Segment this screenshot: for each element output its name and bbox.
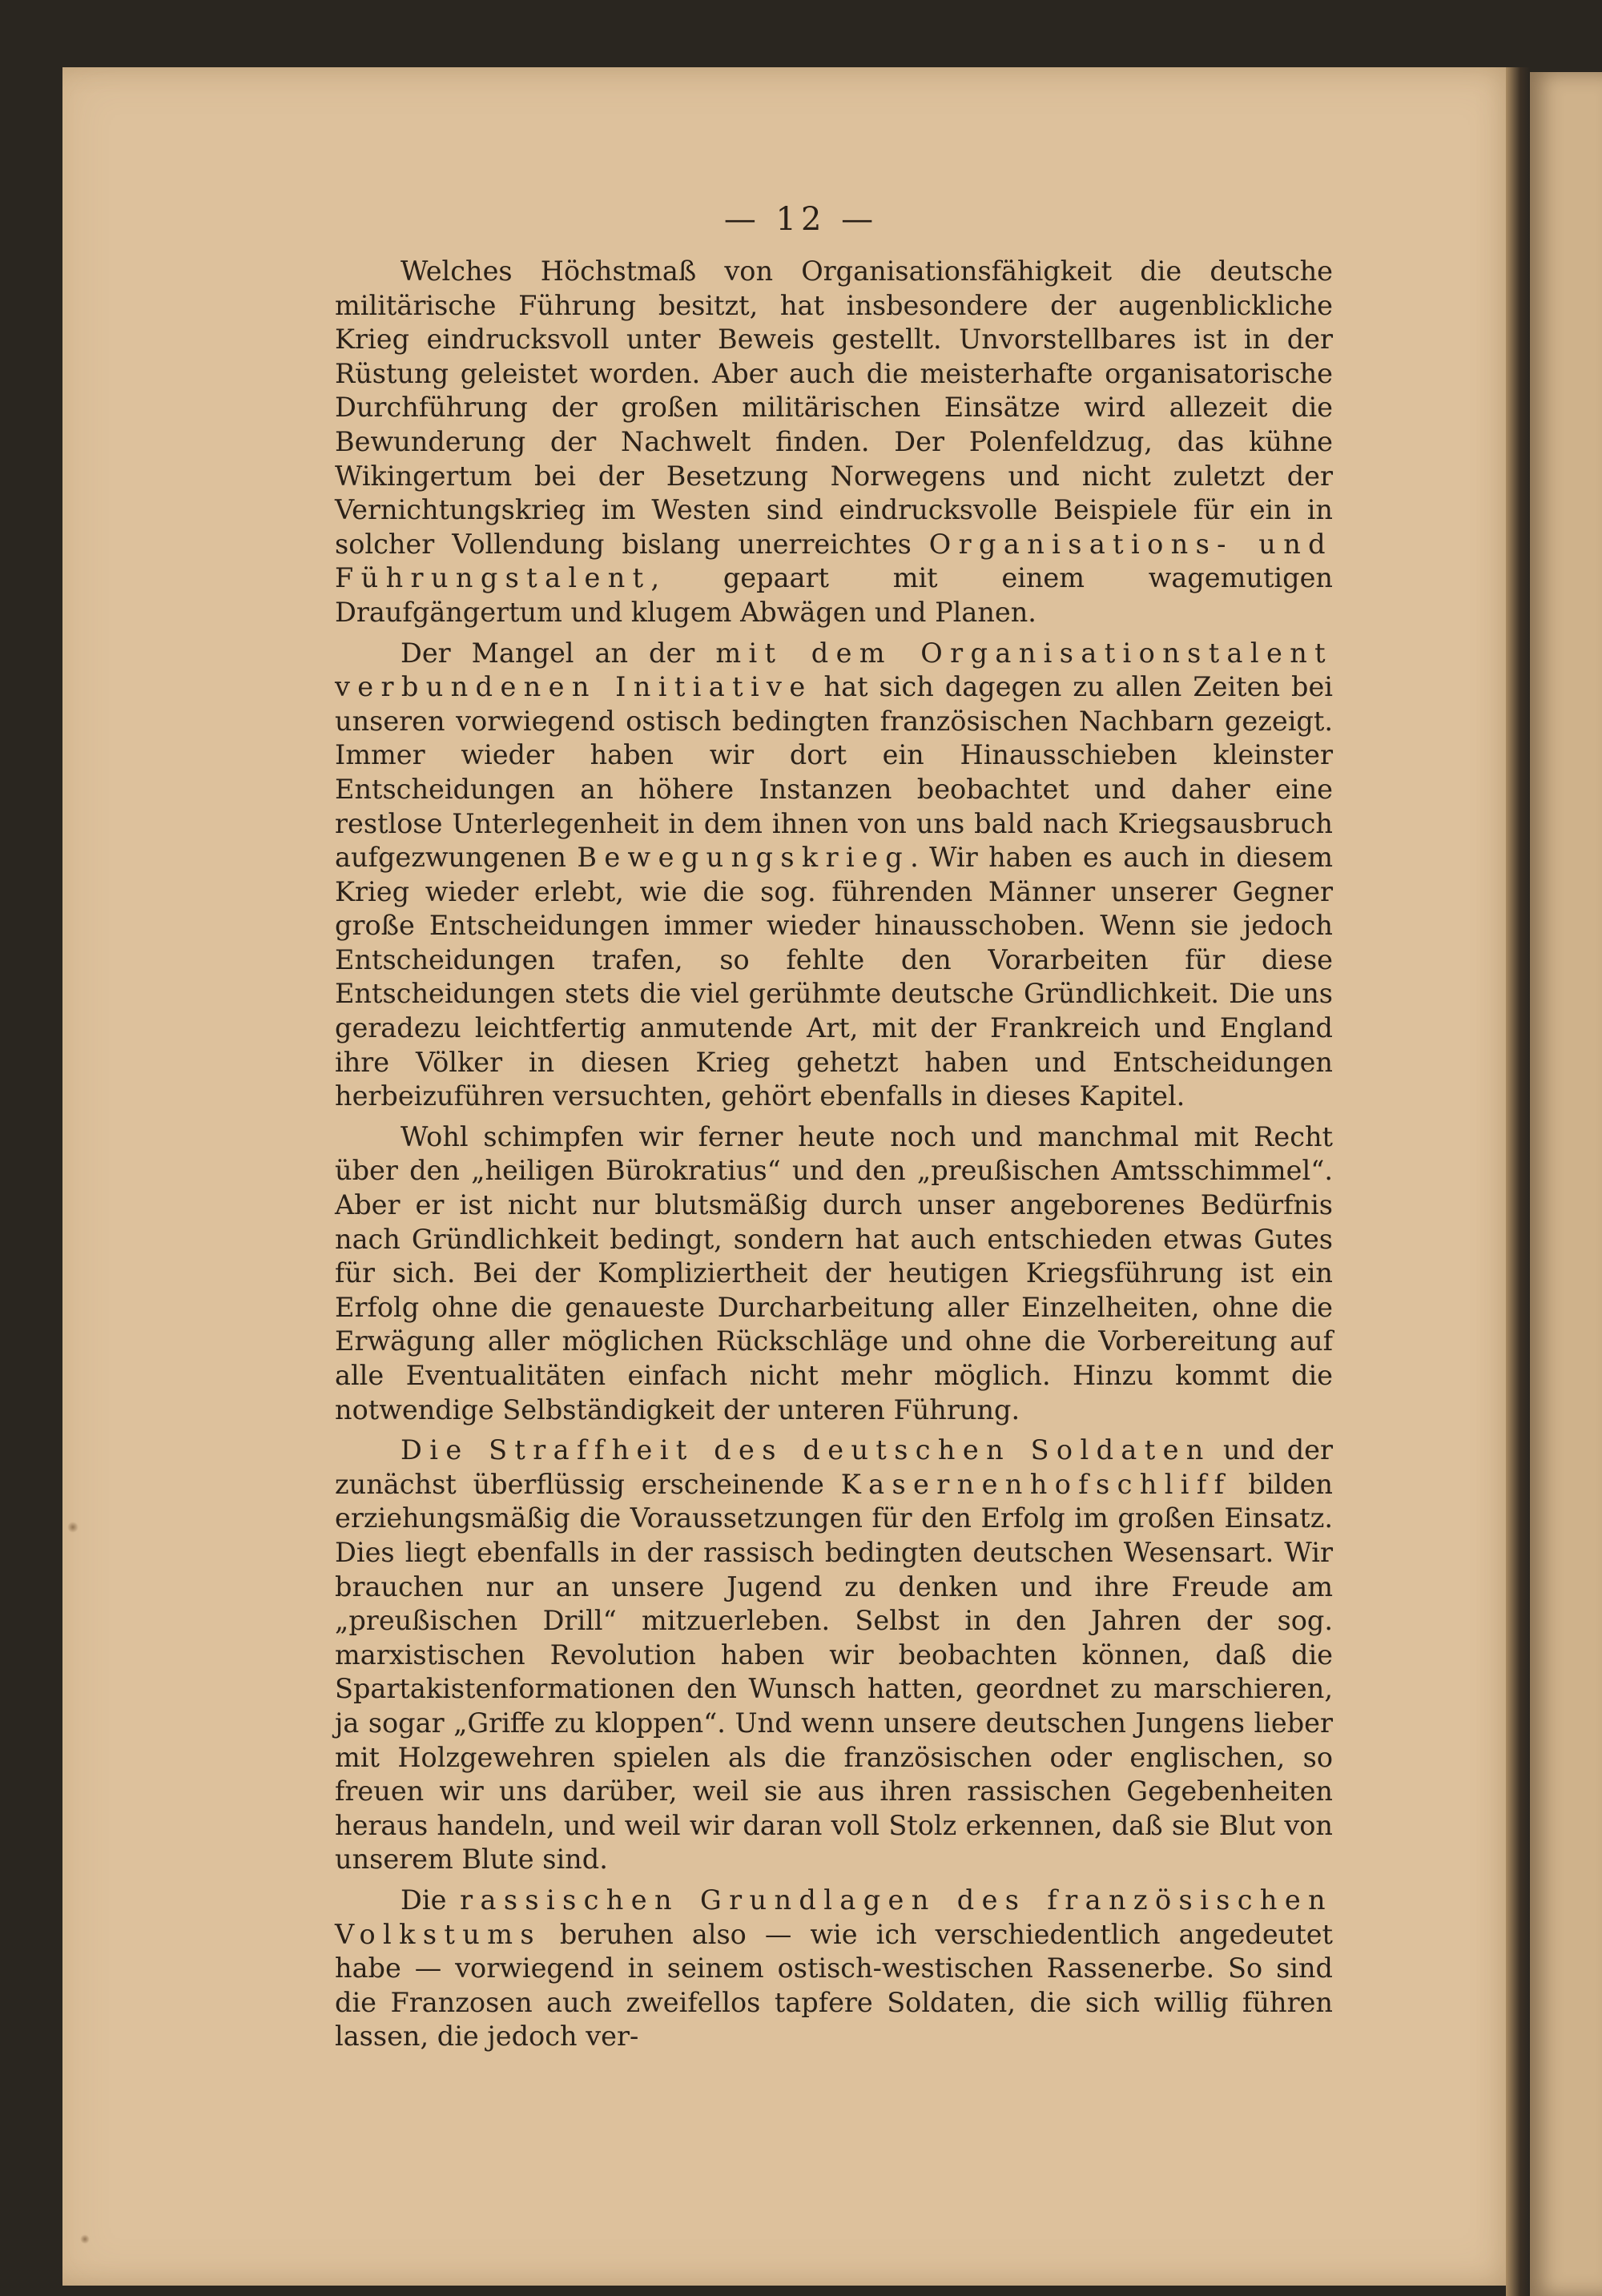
page-number: — 12 — (723, 201, 879, 238)
book-gutter (1506, 67, 1530, 2296)
text-run: beruhen also — wie ich verschiedentlich angedeutet habe — vorwiegend in seinem ostisch-westischen Rassenerbe. So sind die Franzosen auch zweifellos tapfere Soldaten, die sich willig führen lassen, die jedoch ver- (335, 1918, 1333, 2053)
text-run: Wohl schimpfen wir ferner heute noch und manchmal mit Recht über den „heiligen Bürokratius“ und den „preußischen Amtsschimmel“. Aber er ist nicht nur blutsmäßig durch unser angeborenes Bedürfnis nach Gründlichkeit bedingt, sondern hat auch entschieden etwas Gutes für sich. Bei der Kompliziertheit der heutigen Kriegsführung ist ein Erfolg ohne die genaueste Durcharbeitung aller Einzelheiten, ohne die Erwägung aller möglichen Rückschläge und ohne die Vorbereitung auf alle Eventualitäten einfach nicht mehr möglich. Hinzu kommt die notwendige Selbständigkeit der unteren Führung. (335, 1120, 1333, 1425)
paragraph (335, 1120, 1333, 1427)
emphasized-text: rassischen Grundlagen des französischen Volkstums (335, 1884, 1333, 1950)
emphasized-text: mit dem Organisationstalent verbundenen Initiative (335, 637, 1333, 703)
emphasized-text: Kasernenhofschliff (840, 1468, 1232, 1500)
emphasized-text: Bewegungskrieg (577, 842, 911, 874)
text-run: Der Mangel an der (400, 637, 716, 669)
paragraph (335, 255, 1333, 630)
text-run: . Wir haben es auch in diesem Krieg wieder erlebt, wie die sog. führenden Männer unserer Gegner große Entscheidungen immer wieder hinausschoben. Wenn sie jedoch Entscheidungen trafen, so fehlte den Vorarbeiten für diese Entscheidungen stets die viel gerühmte deutsche Gründlichkeit. Die uns geradezu leichtfertig anmutende Art, mit der Frankreich und England ihre Völker in diesen Krieg gehetzt haben und Entscheidungen herbeizuführen versuchten, gehört ebenfalls in dieses Kapitel. (335, 842, 1333, 1112)
text-run: bilden erziehungsmäßig die Voraussetzungen für den Erfolg im großen Einsatz. Dies liegt ebenfalls in der rassisch bedingten deutschen Wesensart. Wir brauchen nur an unsere Jugend zu denken und ihre Freude am „preußischen Drill“ mitzuerleben. Selbst in den Jahren der sog. marxistischen Revolution haben wir beobachten können, daß die Spartakistenformationen den Wunsch hatten, geordnet zu marschieren, ja sogar „Griffe zu kloppen“. Und wenn unsere deutschen Jungens lieber mit Holzgewehren spielen als die französischen oder englischen, so freuen wir uns darüber, weil sie aus ihren rassischen Gegebenheiten heraus handeln, und weil wir daran voll Stolz erkennen, daß sie Blut von unserem Blute sind. (335, 1468, 1333, 1876)
emphasized-text: Organisations- und Führungstalent (335, 528, 1333, 594)
adjacent-page-edge (1526, 72, 1602, 2296)
text-run: , gepaart mit einem wagemutigen Draufgängertum und klugem Abwägen und Planen. (335, 562, 1333, 628)
text-run: und der zunächst überflüssig erscheinende (335, 1434, 1333, 1500)
paragraph (335, 1433, 1333, 1877)
paragraph (335, 1884, 1333, 2054)
paragraph (335, 637, 1333, 1114)
text-run: Die (400, 1884, 461, 1916)
text-run: Welches Höchstmaß von Organisationsfähigkeit die deutsche militärische Führung besitzt, hat insbesondere der augenblickliche Krieg eindrucksvoll unter Beweis gestellt. Unvorstellbares ist in der Rüstung geleistet worden. Aber auch die meisterhafte organisatorische Durchführung der großen militärischen Einsätze wird allezeit die Bewunderung der Nachwelt finden. Der Polenfeldzug, das kühne Wikingertum bei der Besetzung Norwegens und nicht zuletzt der Vernichtungskrieg im Westen sind eindrucksvolle Beispiele für ein in solcher Vollendung bislang unerreichtes (335, 255, 1333, 560)
stain-spot (67, 1522, 78, 1533)
body-text (335, 255, 1333, 2061)
text-run: hat sich dagegen zu allen Zeiten bei unseren vorwiegend ostisch bedingten französischen Nachbarn gezeigt. Immer wieder haben wir dort ein Hinausschieben kleinster Entscheidungen an höhere Instanzen beobachtet und daher eine restlose Unterlegenheit in dem ihnen von uns bald nach Kriegsausbruch aufgezwungenen (335, 671, 1333, 874)
stain-spot (80, 2234, 90, 2244)
emphasized-text: Die Straffheit des deutschen Soldaten (400, 1434, 1211, 1466)
